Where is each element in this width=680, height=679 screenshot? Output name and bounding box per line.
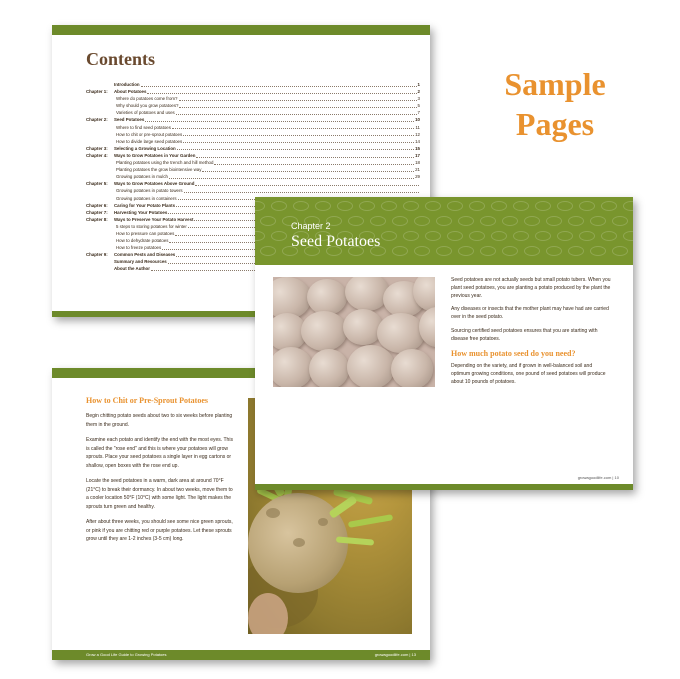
toc-leader	[183, 142, 414, 143]
toc-title: Where to find seed potatoes	[116, 124, 171, 130]
seed-potatoes-photo	[273, 277, 435, 387]
toc-title: Seed Potatoes	[114, 117, 145, 123]
toc-title: Common Pests and Diseases	[114, 252, 176, 258]
page-bottom-bar	[255, 484, 633, 490]
paragraph: Sourcing certified seed potatoes ensures that you are starting with disease free potatoes.	[451, 327, 598, 342]
banner-oval	[260, 246, 276, 256]
sample-pages-label	[470, 64, 640, 144]
toc-chapter-number: Chapter 1:	[86, 89, 108, 95]
footer-guide-title: Grow a Good Life Guide to Growing Potatoes	[86, 652, 167, 657]
sample-word: Sample	[504, 66, 606, 102]
toc-entry	[86, 166, 420, 173]
banner-oval	[458, 246, 474, 256]
toc-chapter-number: Chapter 9:	[86, 252, 108, 258]
banner-oval	[260, 216, 276, 226]
toc-title: Ways to Grow Potatoes in Your Garden	[114, 152, 196, 158]
toc-leader	[147, 93, 416, 94]
banner-oval	[612, 246, 628, 256]
toc-title: How to freeze potatoes	[116, 245, 162, 251]
toc-entry	[86, 159, 420, 166]
toc-title: Where do potatoes come from?	[116, 96, 178, 102]
banner-oval	[623, 201, 633, 211]
toc-entry	[86, 81, 420, 88]
banner-oval	[447, 231, 463, 241]
chapter-banner	[255, 197, 633, 265]
chapter-label: Chapter 2	[291, 221, 331, 231]
banner-oval	[255, 201, 265, 211]
banner-oval	[491, 231, 507, 241]
toc-leader	[169, 178, 414, 179]
banner-oval	[370, 216, 386, 226]
toc-entry	[86, 138, 420, 145]
banner-oval	[414, 246, 430, 256]
toc-page-number: 15	[415, 145, 420, 151]
toc-title: Growing potatoes in mulch	[116, 174, 168, 180]
paragraph: Locate the seed potatoes in a warm, dark area at around 70°F (21°C) to break their dormancy. In about two weeks, move them to a cooler location 50°F (10°C) with some light. The light makes the sprouts turn green and healthy.	[86, 478, 233, 510]
toc-page-number: 5	[417, 103, 420, 109]
paragraph: Examine each potato and identify the end with the most eyes. This is called the "rose end" and this is where your potatoes will grow sprouts. Place your seed potatoes a single layer in egg cartons or shallow, open boxes with the rose end up.	[86, 437, 233, 469]
banner-oval	[623, 231, 633, 241]
toc-page-number: 17	[415, 152, 420, 158]
toc-leader	[214, 164, 414, 165]
toc-leader	[202, 171, 414, 172]
toc-chapter-number: Chapter 2:	[86, 117, 108, 123]
toc-leader	[184, 192, 419, 193]
contents-title: Contents	[86, 49, 156, 69]
body-text	[86, 412, 236, 551]
banner-oval	[480, 246, 496, 256]
banner-oval	[491, 201, 507, 211]
toc-leader	[179, 107, 416, 108]
banner-oval	[425, 231, 441, 241]
banner-oval	[557, 231, 573, 241]
banner-oval	[502, 216, 518, 226]
toc-entry	[86, 187, 420, 194]
banner-oval	[590, 216, 606, 226]
toc-entry	[86, 173, 420, 180]
toc-title: Selecting a Growing Location	[114, 145, 176, 151]
banner-oval	[447, 201, 463, 211]
banner-oval	[502, 246, 518, 256]
paragraph: Depending on the variety, and if grown in well-balanced soil and optimum growing conditions, one pound of seed potatoes will produce about 10 pounds of potatoes.	[451, 363, 606, 385]
pages-word: Pages	[515, 106, 595, 142]
banner-oval	[271, 231, 287, 241]
banner-oval	[601, 201, 617, 211]
banner-oval	[612, 216, 628, 226]
banner-oval	[403, 231, 419, 241]
toc-title: Varieties of potatoes and uses	[116, 110, 175, 116]
toc-leader	[176, 114, 417, 115]
toc-leader	[179, 100, 417, 101]
toc-chapter-number: Chapter 5:	[86, 181, 108, 187]
toc-entry	[86, 102, 420, 109]
toc-chapter-number: Chapter 7:	[86, 209, 108, 215]
banner-oval	[535, 201, 551, 211]
toc-title: Why should you grow potatoes?	[116, 103, 179, 109]
banner-oval	[293, 201, 309, 211]
banner-oval	[579, 201, 595, 211]
toc-page-number: 21	[415, 167, 420, 173]
toc-page-number: 1	[417, 82, 420, 87]
banner-oval	[425, 201, 441, 211]
toc-entry	[86, 131, 420, 138]
banner-oval	[513, 201, 529, 211]
toc-title: Ways to Preserve Your Potato Harvest	[114, 216, 194, 222]
banner-oval	[557, 201, 573, 211]
toc-entry	[86, 88, 420, 95]
toc-entry	[86, 152, 420, 159]
toc-title: Summary and Resources	[114, 259, 167, 265]
banner-oval	[535, 231, 551, 241]
paragraph: After about three weeks, you should see some nice green sprouts, or pink if you are chitting red or purple potatoes. Let these sprouts grow until they are 1-2 inches (3-5 cm) long.	[86, 519, 233, 542]
chapter-intro-text	[451, 277, 611, 393]
banner-oval	[513, 231, 529, 241]
paragraph: Begin chitting potato seeds about two to six weeks before planting them in the ground.	[86, 413, 233, 428]
toc-title: How to chit or pre-sprout potatoes	[116, 131, 183, 137]
toc-title: Introduction	[114, 82, 140, 87]
banner-oval	[458, 216, 474, 226]
banner-oval	[315, 201, 331, 211]
banner-oval	[524, 216, 540, 226]
paragraph: Any diseases or insects that the mother plant may have had are carried over in the seed potato.	[451, 306, 609, 321]
chapter-page	[255, 197, 633, 490]
banner-oval	[337, 201, 353, 211]
banner-oval	[546, 216, 562, 226]
toc-leader	[183, 135, 414, 136]
section-heading: How to Chit or Pre-Sprout Potatoes	[86, 396, 208, 405]
toc-page-number: 2	[417, 89, 420, 95]
banner-oval	[469, 201, 485, 211]
toc-title: About Potatoes	[114, 89, 147, 95]
banner-oval	[601, 231, 617, 241]
toc-entry	[86, 124, 420, 131]
toc-chapter-number: Chapter 3:	[86, 145, 108, 151]
toc-leader	[172, 128, 415, 129]
toc-entry	[86, 145, 420, 152]
banner-pattern	[255, 201, 633, 261]
banner-oval	[524, 246, 540, 256]
toc-leader	[177, 149, 414, 150]
banner-oval	[392, 216, 408, 226]
banner-oval	[579, 231, 595, 241]
subheading: How much potato seed do you need?	[451, 348, 576, 358]
toc-leader	[195, 185, 419, 186]
toc-chapter-number: Chapter 4:	[86, 152, 108, 158]
toc-title: Ways to Grow Potatoes Above Ground	[114, 181, 195, 187]
banner-oval	[381, 201, 397, 211]
toc-entry	[86, 95, 420, 102]
banner-oval	[480, 216, 496, 226]
toc-page-number: 11	[415, 124, 420, 130]
toc-page-number: 29	[415, 174, 420, 180]
banner-oval	[359, 201, 375, 211]
toc-page-number: 18	[415, 160, 420, 166]
banner-oval	[469, 231, 485, 241]
toc-title: Caring for Your Potato Plants	[114, 202, 176, 208]
page-top-bar	[52, 25, 430, 35]
toc-page-number: 10	[415, 117, 420, 123]
toc-page-number: 3	[417, 96, 420, 102]
toc-chapter-number: Chapter 8:	[86, 216, 108, 222]
banner-oval	[348, 216, 364, 226]
toc-chapter-number: Chapter 6:	[86, 202, 108, 208]
toc-leader	[196, 157, 414, 158]
toc-leader	[141, 86, 417, 87]
banner-oval	[436, 216, 452, 226]
toc-title: Planting potatoes using the trench and hill method	[116, 160, 214, 166]
banner-oval	[392, 246, 408, 256]
toc-page-number: 14	[415, 138, 420, 144]
banner-oval	[568, 216, 584, 226]
toc-page-number: 12	[415, 131, 420, 137]
toc-title: 5 steps to storing potatoes for winter	[116, 223, 187, 229]
toc-title: Harvesting Your Potatoes	[114, 209, 168, 215]
banner-oval	[546, 246, 562, 256]
banner-oval	[568, 246, 584, 256]
toc-entry	[86, 116, 420, 123]
toc-title: How to dehydrate potatoes	[116, 238, 169, 244]
toc-title: Planting potatoes the grow biointensive way	[116, 167, 202, 173]
toc-leader	[145, 121, 414, 122]
toc-page-number: 7	[417, 110, 420, 116]
paragraph: Seed potatoes are not actually seeds but small potato tubers. When you plant seed potatoes, you are planting a potato produced by the plant the previous year.	[451, 277, 611, 299]
banner-oval	[381, 231, 397, 241]
banner-oval	[590, 246, 606, 256]
footer-page-number: growagoodlife.com | 10	[577, 475, 619, 480]
toc-entry	[86, 180, 420, 187]
toc-title: Growing potatoes in potato towers	[116, 188, 183, 194]
banner-oval	[271, 201, 287, 211]
toc-title: About the Author	[114, 266, 150, 272]
chapter-title: Seed Potatoes	[291, 233, 381, 250]
banner-oval	[436, 246, 452, 256]
footer-page-number: growagoodlife.com | 13	[374, 652, 416, 657]
toc-title: How to divide large seed potatoes	[116, 138, 183, 144]
toc-entry	[86, 109, 420, 116]
banner-oval	[255, 231, 265, 241]
toc-title: Growing potatoes in containers	[116, 195, 177, 201]
banner-oval	[414, 216, 430, 226]
banner-oval	[403, 201, 419, 211]
toc-title: How to pressure can potatoes	[116, 230, 175, 236]
